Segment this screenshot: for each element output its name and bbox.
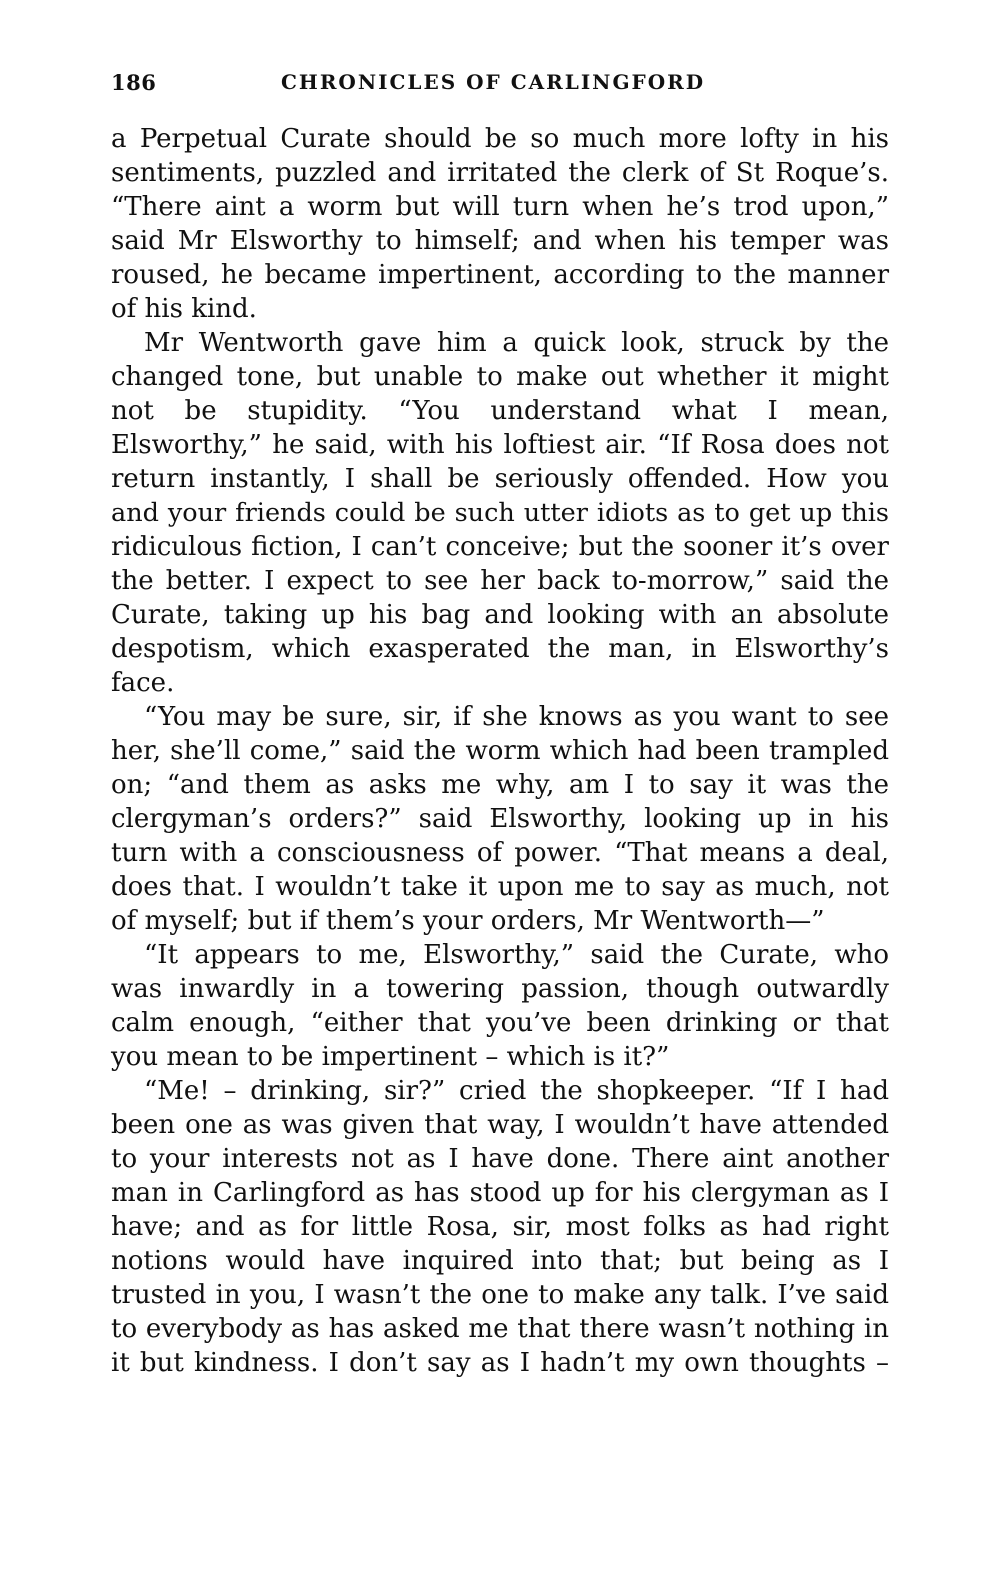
text-line: “You may be sure, sir, if she knows as you want to see (144, 702, 889, 732)
text-line: of myself; but if them’s your orders, Mr Wentworth—” (111, 906, 825, 936)
text-line: despotism, which exasperated the man, in Elsworthy’s (111, 634, 889, 664)
text-line: face. (111, 668, 175, 698)
text-line: you mean to be impertinent – which is it?” (111, 1042, 670, 1072)
text-line: Mr Wentworth gave him a quick look, struck by the (144, 328, 889, 358)
text-line: on; “and them as asks me why, am I to say it was the (111, 770, 889, 800)
page-header (111, 70, 891, 100)
text-line: not be stupidity. “You understand what I mean, (111, 396, 889, 426)
text-line: said Mr Elsworthy to himself; and when his temper was (111, 226, 889, 256)
text-line: trusted in you, I wasn’t the one to make any talk. I’ve said (111, 1280, 889, 1310)
text-line: changed tone, but unable to make out whether it might (111, 362, 889, 392)
text-line: notions would have inquired into that; but being as I (111, 1246, 889, 1276)
text-line: have; and as for little Rosa, sir, most folks as had right (111, 1212, 889, 1242)
text-line: “Me! – drinking, sir?” cried the shopkeeper. “If I had (144, 1076, 889, 1106)
text-line: roused, he became impertinent, according to the manner (111, 260, 889, 290)
text-line: return instantly, I shall be seriously offended. How you (111, 464, 889, 494)
text-line: “There aint a worm but will turn when he’s trod upon,” (111, 192, 889, 222)
text-line: it but kindness. I don’t say as I hadn’t my own thoughts – (111, 1348, 889, 1378)
text-line: sentiments, puzzled and irritated the clerk of St Roque’s. (111, 158, 889, 188)
text-line: been one as was given that way, I wouldn’t have attended (111, 1110, 889, 1140)
text-line: calm enough, “either that you’ve been drinking or that (111, 1008, 889, 1038)
text-line: ridiculous fiction, I can’t conceive; but the sooner it’s over (111, 532, 889, 562)
body-text (111, 122, 889, 1380)
text-line: Elsworthy,” he said, with his loftiest air. “If Rosa does not (111, 430, 889, 460)
running-head: CHRONICLES OF CARLINGFORD (281, 70, 706, 94)
text-line: man in Carlingford as has stood up for his clergyman as I (111, 1178, 889, 1208)
page-number: 186 (111, 70, 157, 95)
text-line: clergyman’s orders?” said Elsworthy, looking up in his (111, 804, 889, 834)
text-line: the better. I expect to see her back to-morrow,” said the (111, 566, 889, 596)
text-line: to your interests not as I have done. There aint another (111, 1144, 889, 1174)
text-line: her, she’ll come,” said the worm which had been trampled (111, 736, 889, 766)
text-line: turn with a consciousness of power. “That means a deal, (111, 838, 889, 868)
text-line: and your friends could be such utter idiots as to get up this (111, 498, 889, 528)
text-line: Curate, taking up his bag and looking with an absolute (111, 600, 889, 630)
text-line: to everybody as has asked me that there wasn’t nothing in (111, 1314, 889, 1344)
text-line: was inwardly in a towering passion, though outwardly (111, 974, 889, 1004)
text-line: a Perpetual Curate should be so much more lofty in his (111, 124, 889, 154)
text-line: does that. I wouldn’t take it upon me to say as much, not (111, 872, 889, 902)
text-line: “It appears to me, Elsworthy,” said the Curate, who (144, 940, 889, 970)
text-line: of his kind. (111, 294, 257, 324)
